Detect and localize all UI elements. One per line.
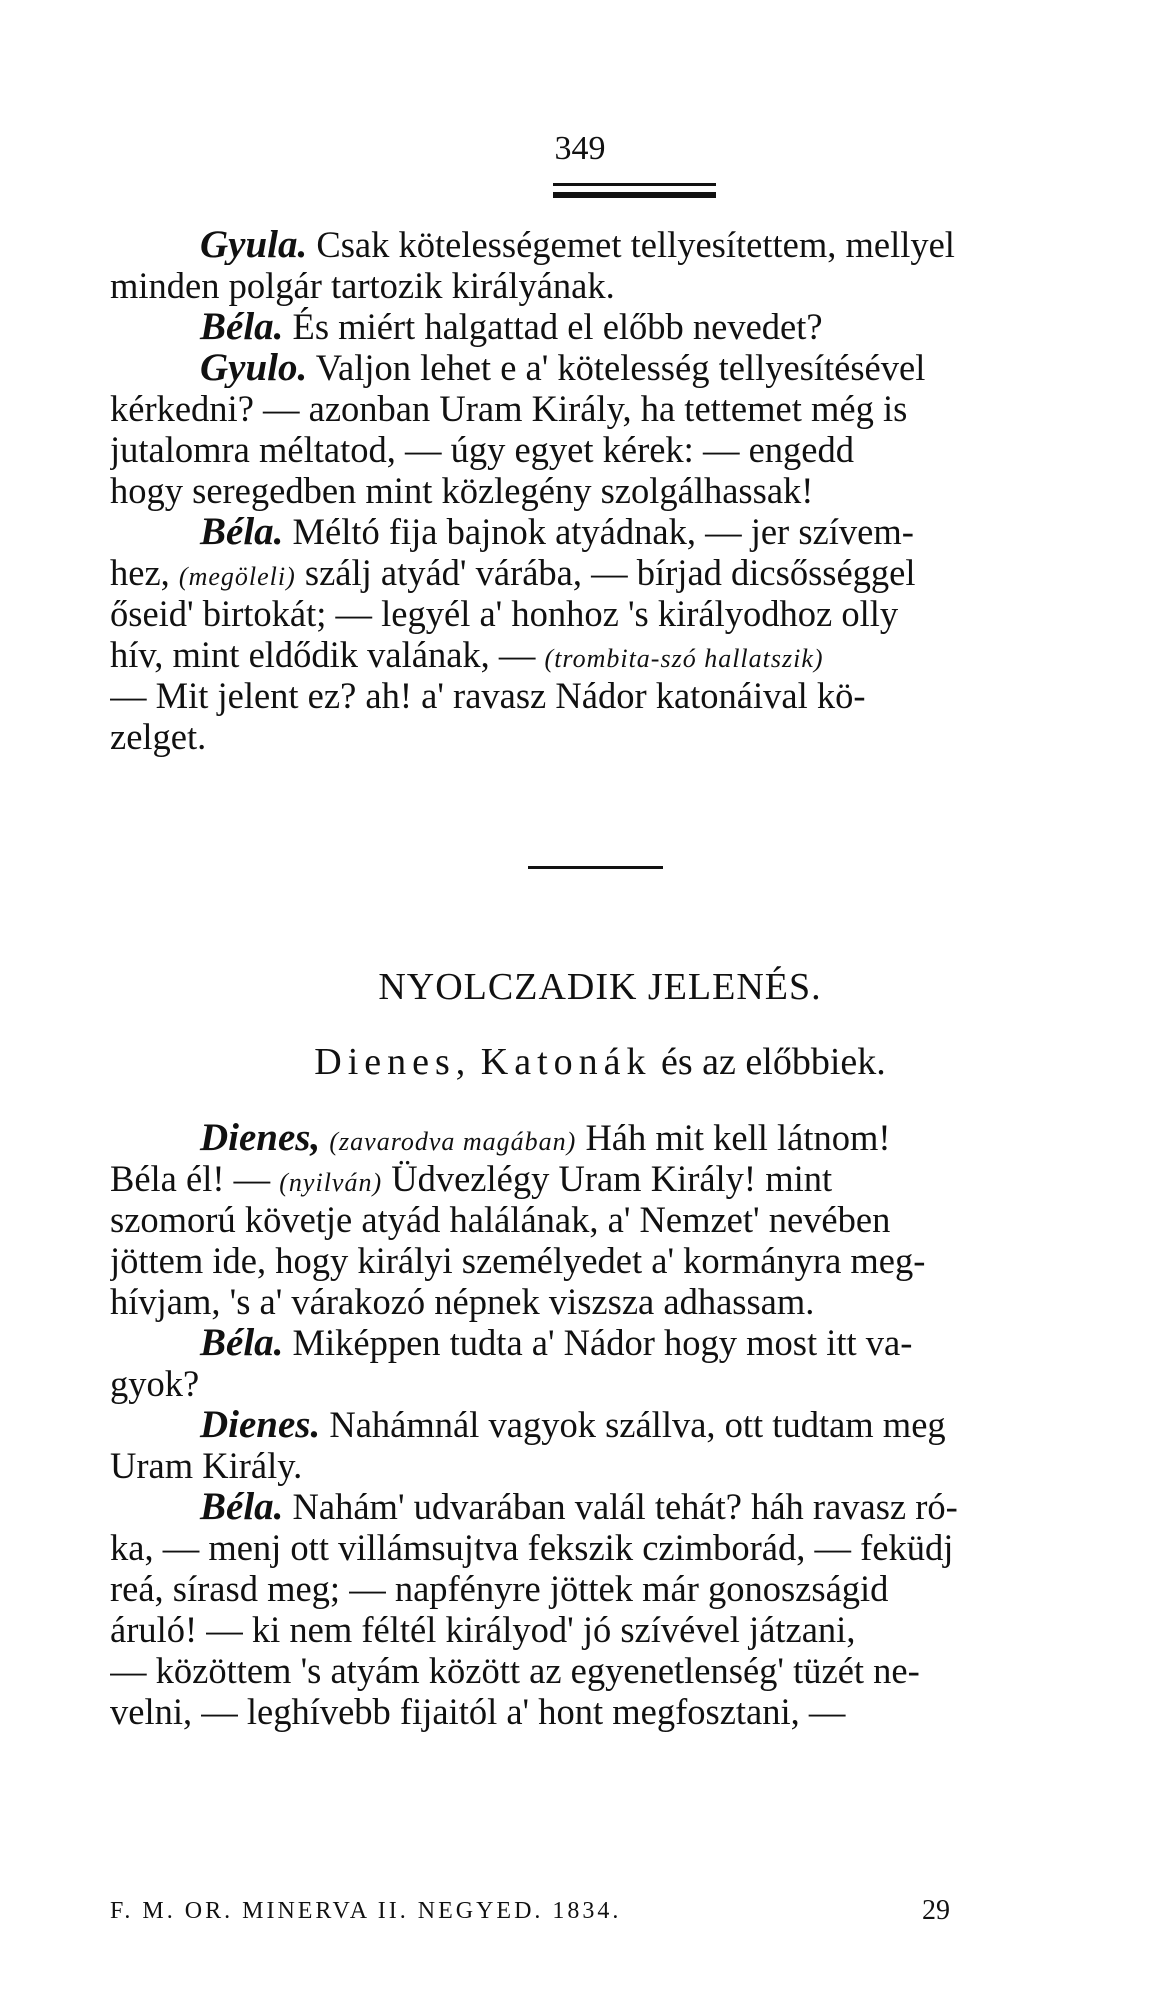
- text-line: hívjam, 's a' várakozó népnek viszsza adhassam.: [110, 1281, 815, 1322]
- header-rule-thick: [553, 192, 716, 198]
- speaker-name: Béla.: [200, 1486, 284, 1527]
- text-line: velni, — leghívebb fijaitól a' hont megfosztani, —: [110, 1691, 846, 1732]
- text-line: áruló! — ki nem féltél királyod' jó szívével játzani,: [110, 1609, 856, 1650]
- text-line: hogy seregedben mint közlegény szolgálhassak!: [110, 470, 814, 511]
- speaker-name: Gyulo.: [200, 347, 308, 388]
- dialogue-section-2: [110, 1117, 1100, 1732]
- dialogue-section-1: [110, 224, 1100, 757]
- text-line: — közöttem 's atyám között az egyenetlenség' tüzét ne-: [110, 1650, 920, 1691]
- page-number: 349: [554, 130, 606, 167]
- cast-name-dienes: Dienes,: [314, 1041, 472, 1083]
- text-line: kérkedni? — azonban Uram Király, ha tettemet még is: [110, 388, 908, 429]
- speaker-name: Béla.: [200, 511, 284, 552]
- text-line: ka, — menj ott villámsujtva fekszik czimborád, — feküdj: [110, 1527, 954, 1568]
- text-line: Gyulo. Valjon lehet e a' kötelesség tellyesítésével: [200, 347, 926, 388]
- scene-heading: NYOLCZADIK JELENÉS.: [378, 966, 822, 1008]
- page-footer: [110, 1896, 1100, 1926]
- sheet-number: 29: [922, 1895, 950, 1926]
- text-line: hez, (megöleli) szálj atyád' várába, — bírjad dicsősséggel: [110, 552, 916, 593]
- text-line: jöttem ide, hogy királyi személyedet a' kormányra meg-: [110, 1240, 926, 1281]
- speaker-name: Béla.: [200, 1322, 284, 1363]
- cast-list: [150, 1040, 1050, 1084]
- text-line: Dienes, (zavarodva magában) Háh mit kell látnom!: [200, 1117, 891, 1158]
- text-line: Uram Király.: [110, 1445, 303, 1486]
- text-line: hív, mint eldődik valának, — (trombita-szó hallatszik): [110, 634, 824, 675]
- cast-rest: és az előbbiek.: [651, 1041, 886, 1083]
- text-line: Béla. Méltó fija bajnok atyádnak, — jer szívem-: [200, 511, 914, 552]
- text-line: őseid' birtokát; — legyél a' honhoz 's királyodhoz olly: [110, 593, 899, 634]
- text-line: — Mit jelent ez? ah! a' ravasz Nádor katonáival kö-: [110, 675, 866, 716]
- text-line: Béla. És miért halgattad el előbb nevedet?: [200, 306, 823, 347]
- text-line: jutalomra méltatod, — úgy egyet kérek: — engedd: [110, 429, 854, 470]
- text-line: Béla. Miképpen tudta a' Nádor hogy most itt va-: [200, 1322, 913, 1363]
- header-rule-thin: [553, 183, 716, 186]
- text-line: szomorú követje atyád halálának, a' Nemzet' nevében: [110, 1199, 891, 1240]
- stage-direction: (megöleli): [178, 562, 296, 591]
- text-line: Dienes. Nahámnál vagyok szállva, ott tudtam meg: [200, 1404, 946, 1445]
- text-line: Béla él! — (nyilván) Üdvezlégy Uram Király! mint: [110, 1158, 833, 1199]
- text-line: Gyula. Csak kötelességemet tellyesítettem, mellyel: [200, 224, 955, 265]
- speaker-name: Béla.: [200, 306, 284, 347]
- section-divider: [528, 866, 663, 869]
- stage-direction: (zavarodva magában): [329, 1127, 577, 1156]
- cast-name-katonak: Katonák: [480, 1041, 652, 1083]
- speaker-name: Dienes,: [200, 1117, 321, 1158]
- text-line: Béla. Nahám' udvarában valál tehát? háh ravasz ró-: [200, 1486, 958, 1527]
- text-line: zelget.: [110, 716, 207, 757]
- text-line: gyok?: [110, 1363, 200, 1404]
- speaker-name: Dienes.: [200, 1404, 321, 1445]
- text-line: minden polgár tartozik királyának.: [110, 265, 615, 306]
- stage-direction: (trombita-szó hallatszik): [544, 644, 824, 673]
- printer-signature: F. M. OR. MINERVA II. NEGYED. 1834.: [110, 1898, 622, 1924]
- text-line: reá, sírasd meg; — napfényre jöttek már gonoszságid: [110, 1568, 889, 1609]
- speaker-name: Gyula.: [200, 224, 308, 265]
- stage-direction: (nyilván): [279, 1168, 383, 1197]
